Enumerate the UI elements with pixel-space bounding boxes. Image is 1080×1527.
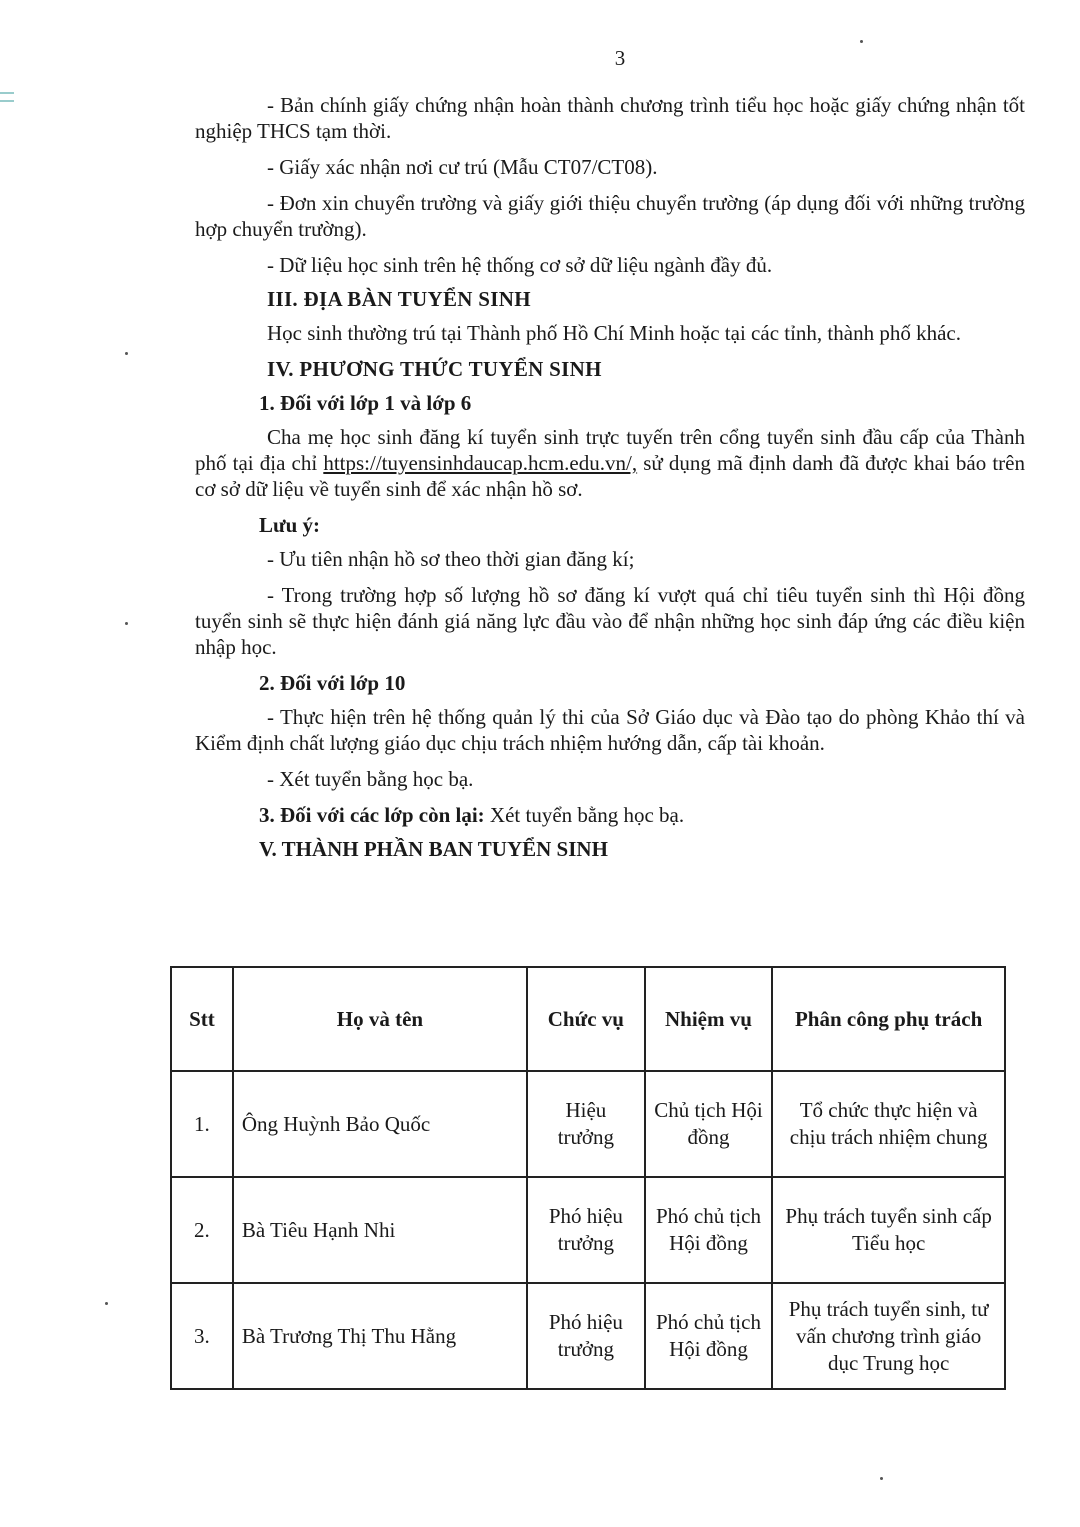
scan-speck: [105, 1302, 108, 1305]
paragraph-text: sử dụng mã định danh đã được khai báo trên cơ sở dữ liệu về tuyển sinh để xác nhận hồ sơ.: [195, 451, 1025, 501]
paragraph: - Bản chính giấy chứng nhận hoàn thành chương trình tiểu học hoặc giấy chứng nhận tốt nghiệp THCS tạm thời.: [195, 93, 1025, 143]
table-cell: 3.: [171, 1283, 233, 1389]
table-row: [171, 1177, 1005, 1283]
subsection-heading: 1. Đối với lớp 1 và lớp 6: [259, 391, 472, 415]
paragraph: - Đơn xin chuyển trường và giấy giới thiệu chuyển trường (áp dụng đối với những trường hợp chuyển trường).: [195, 191, 1025, 241]
scan-speck: [125, 622, 128, 625]
column-header: Họ và tên: [233, 967, 527, 1071]
page-number: 3: [614, 46, 626, 70]
table-cell: Hiệu trưởng: [527, 1071, 645, 1177]
table-cell: Phó hiệu trưởng: [527, 1177, 645, 1283]
table-cell: 1.: [171, 1071, 233, 1177]
table-cell: Bà Trương Thị Thu Hằng: [233, 1283, 527, 1389]
paragraph-text: Xét tuyển bằng học bạ.: [484, 803, 685, 827]
table-cell: Phó chủ tịch Hội đồng: [645, 1177, 773, 1283]
subsection-heading: 3. Đối với các lớp còn lại:: [259, 803, 485, 827]
table-row: [171, 1283, 1005, 1389]
table-cell: Phó hiệu trưởng: [527, 1283, 645, 1389]
paragraph: - Trong trường hợp số lượng hồ sơ đăng kí vượt quá chỉ tiêu tuyển sinh thì Hội đồng tuyển sinh sẽ thực hiện đánh giá năng lực đầu vào để nhận những học sinh đáp ứng các điều kiện nhập học.: [195, 583, 1025, 659]
table-cell: Ông Huỳnh Bảo Quốc: [233, 1071, 527, 1177]
section-heading: III. ĐỊA BÀN TUYỂN SINH: [267, 287, 531, 311]
table-cell: Tổ chức thực hiện và chịu trách nhiệm chung: [772, 1071, 1005, 1177]
paragraph: [195, 424, 1025, 502]
column-header: Chức vụ: [527, 967, 645, 1071]
paragraph-text: Cha mẹ học sinh đăng kí tuyển sinh trực tuyến trên cổng tuyển sinh đầu cấp của Thành phố tại địa chỉ: [195, 425, 1025, 475]
table-row: [171, 1071, 1005, 1177]
table-cell: Phụ trách tuyển sinh, tư vấn chương trình giáo dục Trung học: [772, 1283, 1005, 1389]
scan-edge-mark: [0, 100, 14, 102]
paragraph: - Thực hiện trên hệ thống quản lý thi của Sở Giáo dục và Đào tạo do phòng Khảo thí và Kiểm định chất lượng giáo dục chịu trách nhiệm hướng dẫn, cấp tài khoản.: [195, 705, 1025, 755]
column-header: Phân công phụ trách: [772, 967, 1005, 1071]
scan-speck: [860, 40, 863, 43]
table-cell: Bà Tiêu Hạnh Nhi: [233, 1177, 527, 1283]
note-label: Lưu ý:: [259, 513, 321, 537]
committee-table: [170, 966, 1006, 1390]
column-header: Stt: [171, 967, 233, 1071]
table-cell: Phụ trách tuyển sinh cấp Tiểu học: [772, 1177, 1005, 1283]
table-cell: Chủ tịch Hội đồng: [645, 1071, 773, 1177]
scan-speck: [125, 352, 128, 355]
subsection-line: [195, 802, 1025, 828]
paragraph: - Giấy xác nhận nơi cư trú (Mẫu CT07/CT08).: [267, 155, 658, 179]
paragraph: - Dữ liệu học sinh trên hệ thống cơ sở dữ liệu ngành đầy đủ.: [267, 253, 773, 277]
document-body: [195, 92, 1025, 870]
table-cell: 2.: [171, 1177, 233, 1283]
section-heading: IV. PHƯƠNG THỨC TUYỂN SINH: [267, 357, 602, 381]
enrollment-portal-link[interactable]: https://tuyensinhdaucap.hcm.edu.vn/,: [323, 451, 638, 475]
paragraph: Học sinh thường trú tại Thành phố Hồ Chí Minh hoặc tại các tỉnh, thành phố khác.: [267, 321, 961, 345]
scan-edge-mark: [0, 92, 14, 94]
paragraph: - Xét tuyển bằng học bạ.: [267, 767, 474, 791]
paragraph: - Ưu tiên nhận hồ sơ theo thời gian đăng kí;: [267, 547, 635, 571]
table-cell: Phó chủ tịch Hội đồng: [645, 1283, 773, 1389]
section-heading: V. THÀNH PHẦN BAN TUYỂN SINH: [259, 837, 608, 861]
scan-speck: [880, 1477, 883, 1480]
subsection-heading: 2. Đối với lớp 10: [259, 671, 406, 695]
table-header-row: [171, 967, 1005, 1071]
column-header: Nhiệm vụ: [645, 967, 773, 1071]
